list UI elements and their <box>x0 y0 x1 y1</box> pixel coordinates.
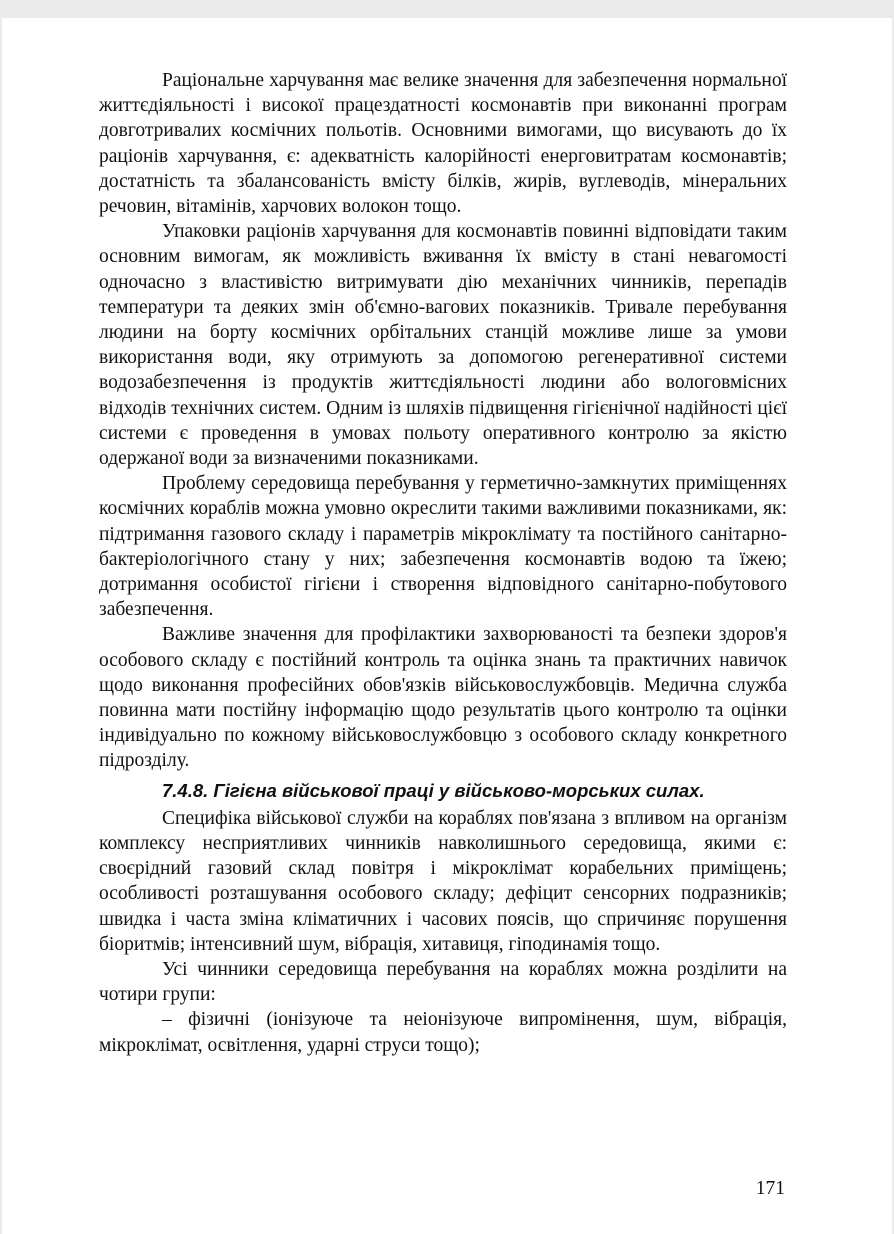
paragraph-naval-service: Специфіка військової служби на кораблях пов'язана з впливом на організм комплексу несприятливих чинників навколишнього середовища, якими є: своєрідний газовий склад повітря і мікроклімат корабельних приміщень; особливості розташування особового складу; дефіцит сенсорних подразників; швидка і часта зміна кліматичних і часових поясів, що спричиняє порушення біоритмів; інтенсивний шум, вібрація, хитавиця, гіподинамія тощо. <box>99 807 787 955</box>
paragraph-factor-groups: Усі чинники середовища перебування на кораблях можна розділити на чотири групи: <box>99 958 787 1006</box>
page-content <box>99 68 787 1058</box>
section-heading: 7.4.8. Гігієна військової праці у військово-морських силах. <box>162 779 705 801</box>
document-page <box>2 18 892 1234</box>
page-number: 171 <box>755 1178 785 1199</box>
list-item-physical: – фізичні (іонізуюче та неіонізуюче випромінення, шум, вібрація, мікроклімат, освітлення, ударні струси тощо); <box>99 1009 787 1056</box>
paragraph-nutrition: Раціональне харчування має велике значення для забезпечення нормальної життєдіяльності і високої працездатності космонавтів при виконанні програм довготривалих космічних польотів. Основними вимогами, що висувають до їх раціонів харчування, є: адекватність калорійності енерговитратам космонавтів; достатність та збалансованість вмісту білків, жирів, вуглеводів, мінеральних речовин, вітамінів, харчових волокон тощо. <box>99 70 787 218</box>
paragraph-control: Важливе значення для профілактики захворюваності та безпеки здоров'я особового складу є постійний контроль та оцінка знань та практичних навичок щодо виконання професійних обов'язків військовослужбовців. Медична служба повинна мати постійну інформацію щодо результатів цього контролю та оцінки індивідуально по кожному військовослужбовцю з особового складу конкретного підрозділу. <box>99 624 787 772</box>
paragraph-packaging: Упаковки раціонів харчування для космонавтів повинні відповідати таким основним вимогам, як можливість вживання їх вмісту в стані невагомості одночасно з властивістю витримувати дію механічних чинників, перепадів температури та деяких змін об'ємно-вагових показників. Тривале перебування людини на борту космічних орбітальних станцій можливе лише за умови використання води, яку отримують за допомогою регенеративної системи водозабезпечення із продуктів життєдіяльності людини або вологовмісних відходів технічних систем. Одним із шляхів підвищення гігієнічної надійності цієї системи є проведення в умовах польоту оперативного контролю за якістю одержаної води за визначеними показниками. <box>99 221 787 470</box>
paragraph-environment: Проблему середовища перебування у герметично-замкнутих приміщеннях космічних кораблів можна умовно окреслити такими важливими показниками, як: підтримання газового складу і параметрів мікроклімату та постійного санітарно-бактеріологічного стану у них; забезпечення космонавтів водою та їжею; дотримання особистої гігієни і створення відповідного санітарно-побутового забезпечення. <box>99 473 787 621</box>
